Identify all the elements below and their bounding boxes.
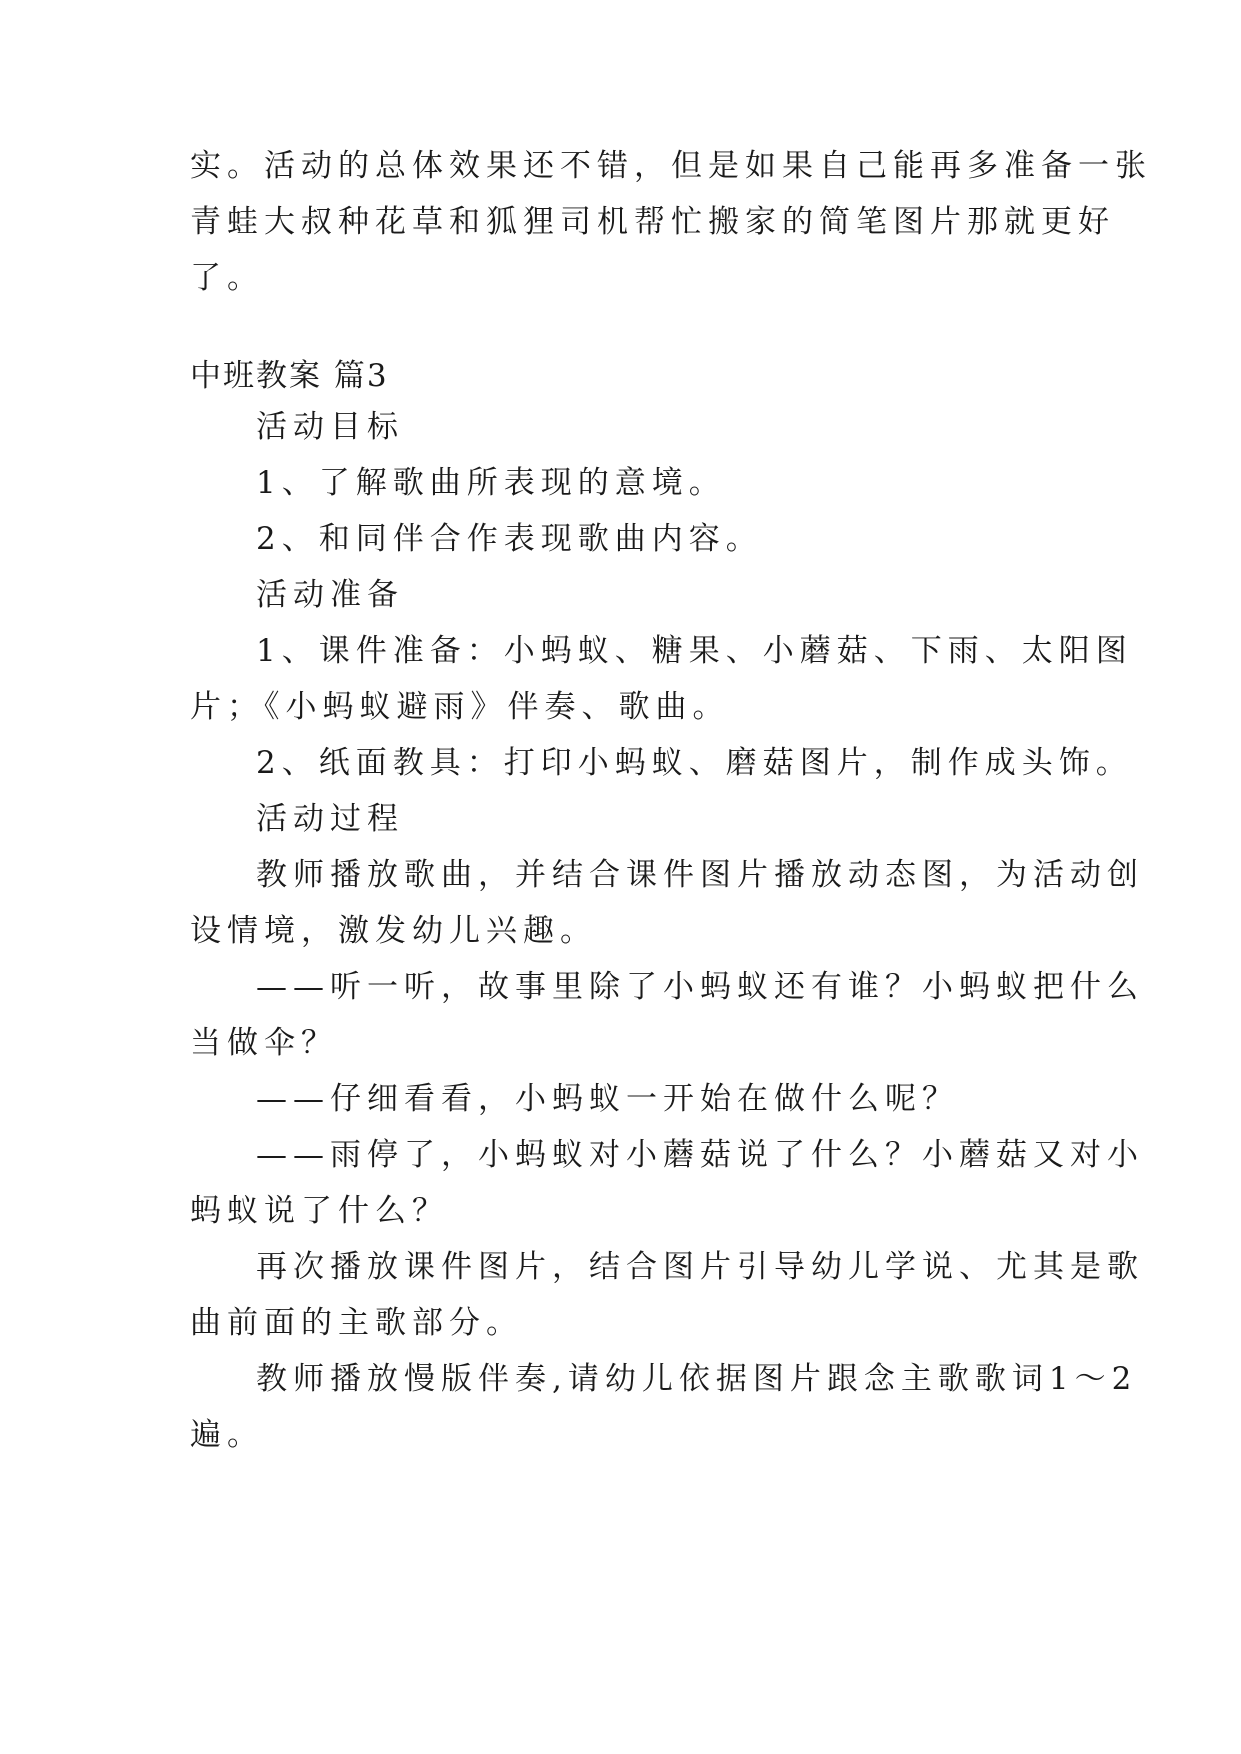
prep-item-1: 1、课件准备：小蚂蚁、糖果、小蘑菇、下雨、太阳图 [256,633,1133,669]
goal-item-2: 2、和同伴合作表现歌曲内容。 [256,521,763,557]
process-paragraph-2-cont: 曲前面的主歌部分。 [190,1305,523,1341]
process-paragraph-1-cont: 设情境，激发幼儿兴趣。 [190,913,597,949]
question-1-cont: 当做伞？ [190,1025,338,1061]
question-3-cont: 蚂蚁说了什么？ [190,1193,449,1229]
prep-item-2: 2、纸面教具：打印小蚂蚁、磨菇图片，制作成头饰。 [256,745,1133,781]
goal-item-1: 1、了解歌曲所表现的意境。 [256,465,726,501]
prep-heading: 活动准备 [256,577,404,613]
goal-heading: 活动目标 [256,409,404,445]
question-2: ——仔细看看，小蚂蚁一开始在做什么呢？ [256,1081,959,1117]
question-1: ——听一听，故事里除了小蚂蚁还有谁？小蚂蚁把什么 [256,969,1144,1005]
process-paragraph-2: 再次播放课件图片，结合图片引导幼儿学说、尤其是歌 [256,1249,1144,1285]
process-heading: 活动过程 [256,801,404,837]
process-paragraph-1: 教师播放歌曲，并结合课件图片播放动态图，为活动创 [256,857,1144,893]
process-paragraph-3-cont: 遍。 [190,1417,264,1453]
process-paragraph-3: 教师播放慢版伴奏,请幼儿依据图片跟念主歌歌词1～2 [256,1361,1138,1397]
prep-item-1-cont: 片；《小蚂蚁避雨》伴奏、歌曲。 [190,689,730,725]
text-line: 实。活动的总体效果还不错，但是如果自己能再多准备一张 [190,148,1152,184]
question-3: ——雨停了，小蚂蚁对小蘑菇说了什么？小蘑菇又对小 [256,1137,1144,1173]
section-title: 中班教案 篇3 [190,358,389,394]
text-line: 青蛙大叔种花草和狐狸司机帮忙搬家的简笔图片那就更好 [190,204,1115,240]
text-line: 了。 [190,260,264,296]
